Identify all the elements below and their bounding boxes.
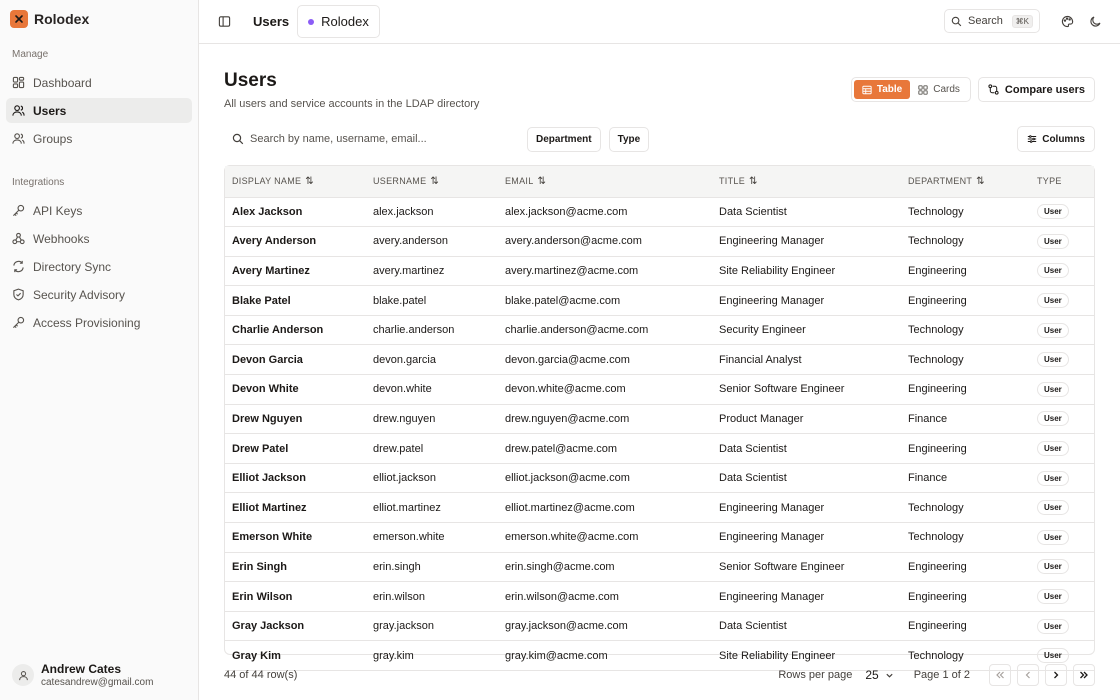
cell-department: Technology	[901, 641, 1030, 671]
cell-username: gray.jackson	[366, 611, 498, 641]
cell-title: Data Scientist	[712, 197, 901, 227]
groups-icon	[12, 132, 25, 145]
cell-username: gray.kim	[366, 641, 498, 671]
cell-type	[1030, 552, 1094, 582]
cell-email: gray.kim@acme.com	[498, 641, 712, 671]
cell-email: avery.martinez@acme.com	[498, 256, 712, 286]
view-toggle	[851, 77, 971, 102]
rows-per-page-label: Rows per page	[778, 669, 853, 681]
cell-display-name: Elliot Jackson	[225, 463, 366, 493]
brand-name: Rolodex	[34, 10, 90, 27]
cell-type	[1030, 611, 1094, 641]
compare-users-label: Compare users	[1004, 83, 1085, 96]
cell-department: Technology	[901, 493, 1030, 523]
cell-username: erin.wilson	[366, 582, 498, 612]
table-row[interactable]	[225, 375, 1094, 405]
header-actions	[851, 77, 1095, 102]
cell-type	[1030, 493, 1094, 523]
sidebar-item-label: Users	[33, 103, 67, 118]
chevrons-right-icon	[1079, 670, 1089, 680]
cell-title: Senior Software Engineer	[712, 552, 901, 582]
search-shortcut: ⌘K	[1012, 15, 1033, 28]
table-body	[225, 197, 1094, 671]
cell-title: Financial Analyst	[712, 345, 901, 375]
cell-title: Data Scientist	[712, 463, 901, 493]
cell-title: Senior Software Engineer	[712, 375, 901, 405]
cell-title: Product Manager	[712, 404, 901, 434]
type-badge: User	[1037, 263, 1069, 278]
type-badge: User	[1037, 471, 1069, 486]
cell-type	[1030, 286, 1094, 316]
cell-type	[1030, 434, 1094, 464]
cell-email: devon.garcia@acme.com	[498, 345, 712, 375]
cell-type	[1030, 404, 1094, 434]
cell-display-name: Drew Patel	[225, 434, 366, 464]
type-badge: User	[1037, 619, 1069, 634]
pagination	[778, 664, 1095, 686]
table-row[interactable]	[225, 582, 1094, 612]
cell-department: Engineering	[901, 582, 1030, 612]
compare-icon	[988, 84, 999, 95]
cell-title: Data Scientist	[712, 611, 901, 641]
columns-label: Columns	[1042, 133, 1085, 145]
user-name: Andrew Cates	[41, 662, 122, 676]
cell-title: Engineering Manager	[712, 523, 901, 553]
topbar-actions	[944, 9, 1106, 33]
sidebar-item-api-keys[interactable]	[6, 198, 192, 223]
avatar	[12, 664, 34, 686]
cell-display-name: Avery Martinez	[225, 256, 366, 286]
cell-display-name: Drew Nguyen	[225, 404, 366, 434]
table-row[interactable]	[225, 434, 1094, 464]
column-header-display-name[interactable]: DISPLAY NAME ⇅	[225, 166, 366, 197]
sidebar-item-label: Directory Sync	[33, 259, 112, 274]
cell-username: emerson.white	[366, 523, 498, 553]
cell-username: avery.martinez	[366, 256, 498, 286]
cell-email: erin.singh@acme.com	[498, 552, 712, 582]
cell-username: drew.nguyen	[366, 404, 498, 434]
previous-page-button[interactable]	[1017, 664, 1039, 686]
webhook-icon	[12, 232, 25, 245]
sidebar	[0, 0, 199, 700]
cell-display-name: Erin Singh	[225, 552, 366, 582]
cell-title: Security Engineer	[712, 315, 901, 345]
cell-title: Site Reliability Engineer	[712, 641, 901, 671]
users-table-container[interactable]	[224, 165, 1095, 662]
sidebar-item-label: Groups	[33, 131, 73, 146]
search-input[interactable]	[250, 133, 510, 145]
type-badge: User	[1037, 352, 1069, 367]
cell-display-name: Gray Jackson	[225, 611, 366, 641]
sidebar-item-label: Access Provisioning	[33, 315, 141, 330]
table-row[interactable]	[225, 611, 1094, 641]
table-row[interactable]	[225, 256, 1094, 286]
search-label: Search	[968, 15, 1003, 27]
sidebar-item-groups[interactable]	[6, 126, 192, 151]
sidebar-item-webhooks[interactable]	[6, 226, 192, 251]
users-table	[225, 166, 1094, 671]
table-row[interactable]	[225, 286, 1094, 316]
page-title: Users	[224, 70, 277, 91]
user-menu[interactable]	[12, 662, 153, 688]
sidebar-item-label: Webhooks	[33, 231, 90, 246]
cell-department: Engineering	[901, 256, 1030, 286]
last-page-button[interactable]	[1073, 664, 1095, 686]
cell-title: Engineering Manager	[712, 582, 901, 612]
view-table-label: Table	[876, 84, 903, 95]
users-page	[199, 44, 1120, 695]
sidebar-item-users[interactable]	[6, 98, 192, 123]
cell-department: Technology	[901, 345, 1030, 375]
cell-username: devon.white	[366, 375, 498, 405]
cell-display-name: Devon Garcia	[225, 345, 366, 375]
cell-display-name: Emerson White	[225, 523, 366, 553]
dashboard-icon	[12, 76, 25, 89]
cell-display-name: Blake Patel	[225, 286, 366, 316]
table-row[interactable]	[225, 523, 1094, 553]
column-header-email[interactable]: EMAIL ⇅	[498, 166, 712, 197]
sort-icon: ⇅	[976, 175, 985, 187]
cell-username: alex.jackson	[366, 197, 498, 227]
table-row[interactable]	[225, 197, 1094, 227]
cell-department: Engineering	[901, 375, 1030, 405]
cell-department: Technology	[901, 227, 1030, 257]
cell-display-name: Alex Jackson	[225, 197, 366, 227]
cell-department: Technology	[901, 315, 1030, 345]
cell-title: Engineering Manager	[712, 493, 901, 523]
cell-department: Technology	[901, 523, 1030, 553]
cell-display-name: Devon White	[225, 375, 366, 405]
cell-department: Engineering	[901, 286, 1030, 316]
cell-username: devon.garcia	[366, 345, 498, 375]
users-icon	[12, 104, 25, 117]
cell-display-name: Avery Anderson	[225, 227, 366, 257]
cell-display-name: Gray Kim	[225, 641, 366, 671]
cell-email: drew.patel@acme.com	[498, 434, 712, 464]
column-header-username[interactable]: USERNAME ⇅	[366, 166, 498, 197]
grid-icon	[918, 85, 928, 95]
cell-email: drew.nguyen@acme.com	[498, 404, 712, 434]
cell-email: elliot.jackson@acme.com	[498, 463, 712, 493]
cell-type	[1030, 345, 1094, 375]
type-badge: User	[1037, 411, 1069, 426]
user-email: catesandrew@gmail.com	[41, 677, 154, 688]
cell-display-name: Elliot Martinez	[225, 493, 366, 523]
sort-icon: ⇅	[749, 175, 758, 187]
cell-department: Finance	[901, 463, 1030, 493]
key-icon	[12, 316, 25, 329]
cell-email: blake.patel@acme.com	[498, 286, 712, 316]
type-badge: User	[1037, 323, 1069, 338]
cell-department: Engineering	[901, 434, 1030, 464]
brand[interactable]	[0, 0, 198, 37]
palette-icon	[1061, 15, 1074, 28]
table-header-row	[225, 166, 1094, 197]
status-dot	[308, 19, 314, 25]
cell-title: Engineering Manager	[712, 286, 901, 316]
type-badge: User	[1037, 530, 1069, 545]
column-header-title[interactable]: TITLE ⇅	[712, 166, 901, 197]
nav-integrations	[0, 198, 198, 335]
view-table-button[interactable]	[854, 80, 910, 99]
cell-type	[1030, 582, 1094, 612]
sort-icon: ⇅	[537, 175, 547, 187]
cell-type	[1030, 523, 1094, 553]
view-cards-button[interactable]	[910, 80, 968, 99]
sidebar-toggle-icon	[218, 15, 231, 28]
table-search	[224, 126, 519, 152]
cell-type	[1030, 256, 1094, 286]
key-icon	[12, 204, 25, 217]
cell-type	[1030, 227, 1094, 257]
sync-icon	[12, 260, 25, 273]
type-badge: User	[1037, 559, 1069, 574]
cell-email: alex.jackson@acme.com	[498, 197, 712, 227]
cell-type	[1030, 463, 1094, 493]
cell-username: elliot.jackson	[366, 463, 498, 493]
moon-icon	[1089, 15, 1102, 28]
cell-email: emerson.white@acme.com	[498, 523, 712, 553]
page-subtitle: All users and service accounts in the LDAP directory	[224, 98, 480, 110]
column-header-type: TYPE	[1030, 166, 1094, 197]
section-label-manage: Manage	[12, 49, 49, 60]
sidebar-item-label: Security Advisory	[33, 287, 126, 302]
table-row[interactable]	[225, 463, 1094, 493]
sliders-icon	[1027, 134, 1037, 144]
cell-username: elliot.martinez	[366, 493, 498, 523]
cell-type	[1030, 375, 1094, 405]
cell-title: Data Scientist	[712, 434, 901, 464]
cell-username: avery.anderson	[366, 227, 498, 257]
compare-users-button[interactable]	[978, 77, 1095, 102]
type-badge: User	[1037, 648, 1069, 663]
type-badge: User	[1037, 382, 1069, 397]
cell-title: Engineering Manager	[712, 227, 901, 257]
sidebar-item-dashboard[interactable]	[6, 70, 192, 95]
chevron-down-icon	[885, 671, 894, 680]
sort-icon: ⇅	[430, 175, 440, 187]
theme-palette-button[interactable]	[1056, 10, 1078, 32]
rows-per-page-select[interactable]	[865, 668, 893, 682]
global-search-button[interactable]	[944, 9, 1040, 33]
department-filter-button[interactable]: Department	[527, 127, 601, 152]
sidebar-item-directory-sync[interactable]	[6, 254, 192, 279]
search-icon	[232, 133, 244, 145]
sidebar-item-label: API Keys	[33, 203, 83, 218]
columns-button[interactable]	[1017, 126, 1095, 152]
sort-icon: ⇅	[305, 175, 314, 187]
cell-display-name: Erin Wilson	[225, 582, 366, 612]
nav-manage	[0, 70, 198, 151]
cell-username: drew.patel	[366, 434, 498, 464]
table-row[interactable]	[225, 493, 1094, 523]
table-footer	[224, 655, 1095, 695]
type-badge: User	[1037, 441, 1069, 456]
table-row[interactable]	[225, 552, 1094, 582]
cell-email: devon.white@acme.com	[498, 375, 712, 405]
next-page-button[interactable]	[1045, 664, 1067, 686]
cell-email: elliot.martinez@acme.com	[498, 493, 712, 523]
page-info: Page 1 of 2	[913, 669, 970, 681]
cell-email: gray.jackson@acme.com	[498, 611, 712, 641]
rows-per-page-value: 25	[865, 668, 879, 682]
cell-department: Finance	[901, 404, 1030, 434]
type-badge: User	[1037, 500, 1069, 515]
cell-email: avery.anderson@acme.com	[498, 227, 712, 257]
table-row[interactable]	[225, 315, 1094, 345]
rolodex-logo-icon	[10, 10, 28, 28]
cell-display-name: Charlie Anderson	[225, 315, 366, 345]
page-header	[224, 44, 1095, 126]
type-badge: User	[1037, 234, 1069, 249]
shield-icon	[12, 288, 25, 301]
tab-label: Rolodex	[321, 14, 369, 29]
table-toolbar	[224, 126, 1095, 152]
cell-type	[1030, 315, 1094, 345]
cell-email: erin.wilson@acme.com	[498, 582, 712, 612]
topbar	[199, 0, 1120, 44]
cell-email: charlie.anderson@acme.com	[498, 315, 712, 345]
chevron-left-icon	[1023, 670, 1033, 680]
type-badge: User	[1037, 589, 1069, 604]
sidebar-item-access-provisioning[interactable]	[6, 310, 192, 335]
chevrons-left-icon	[995, 670, 1005, 680]
cell-username: charlie.anderson	[366, 315, 498, 345]
sidebar-item-label: Dashboard	[33, 75, 92, 90]
type-filter-button[interactable]: Type	[609, 127, 650, 152]
search-icon	[951, 16, 962, 27]
cell-department: Technology	[901, 197, 1030, 227]
column-header-department[interactable]: DEPARTMENT ⇅	[901, 166, 1030, 197]
tab-rolodex[interactable]	[297, 5, 380, 38]
cell-department: Engineering	[901, 611, 1030, 641]
table-row[interactable]	[225, 227, 1094, 257]
cell-username: blake.patel	[366, 286, 498, 316]
user-icon	[18, 670, 29, 681]
cell-department: Engineering	[901, 552, 1030, 582]
type-badge: User	[1037, 204, 1069, 219]
chevron-right-icon	[1051, 670, 1061, 680]
sidebar-item-security-advisory[interactable]	[6, 282, 192, 307]
table-row[interactable]	[225, 345, 1094, 375]
section-label-integrations: Integrations	[12, 177, 65, 188]
cell-username: erin.singh	[366, 552, 498, 582]
cell-title: Site Reliability Engineer	[712, 256, 901, 286]
dark-mode-button[interactable]	[1084, 10, 1106, 32]
row-count: 44 of 44 row(s)	[224, 669, 298, 681]
toggle-sidebar-button[interactable]	[213, 11, 235, 33]
table-icon	[862, 85, 872, 95]
type-badge: User	[1037, 293, 1069, 308]
table-row[interactable]	[225, 404, 1094, 434]
first-page-button[interactable]	[989, 664, 1011, 686]
cell-type	[1030, 197, 1094, 227]
main-content	[199, 0, 1120, 700]
view-cards-label: Cards	[933, 84, 960, 95]
breadcrumb-users[interactable]: Users	[253, 14, 290, 29]
